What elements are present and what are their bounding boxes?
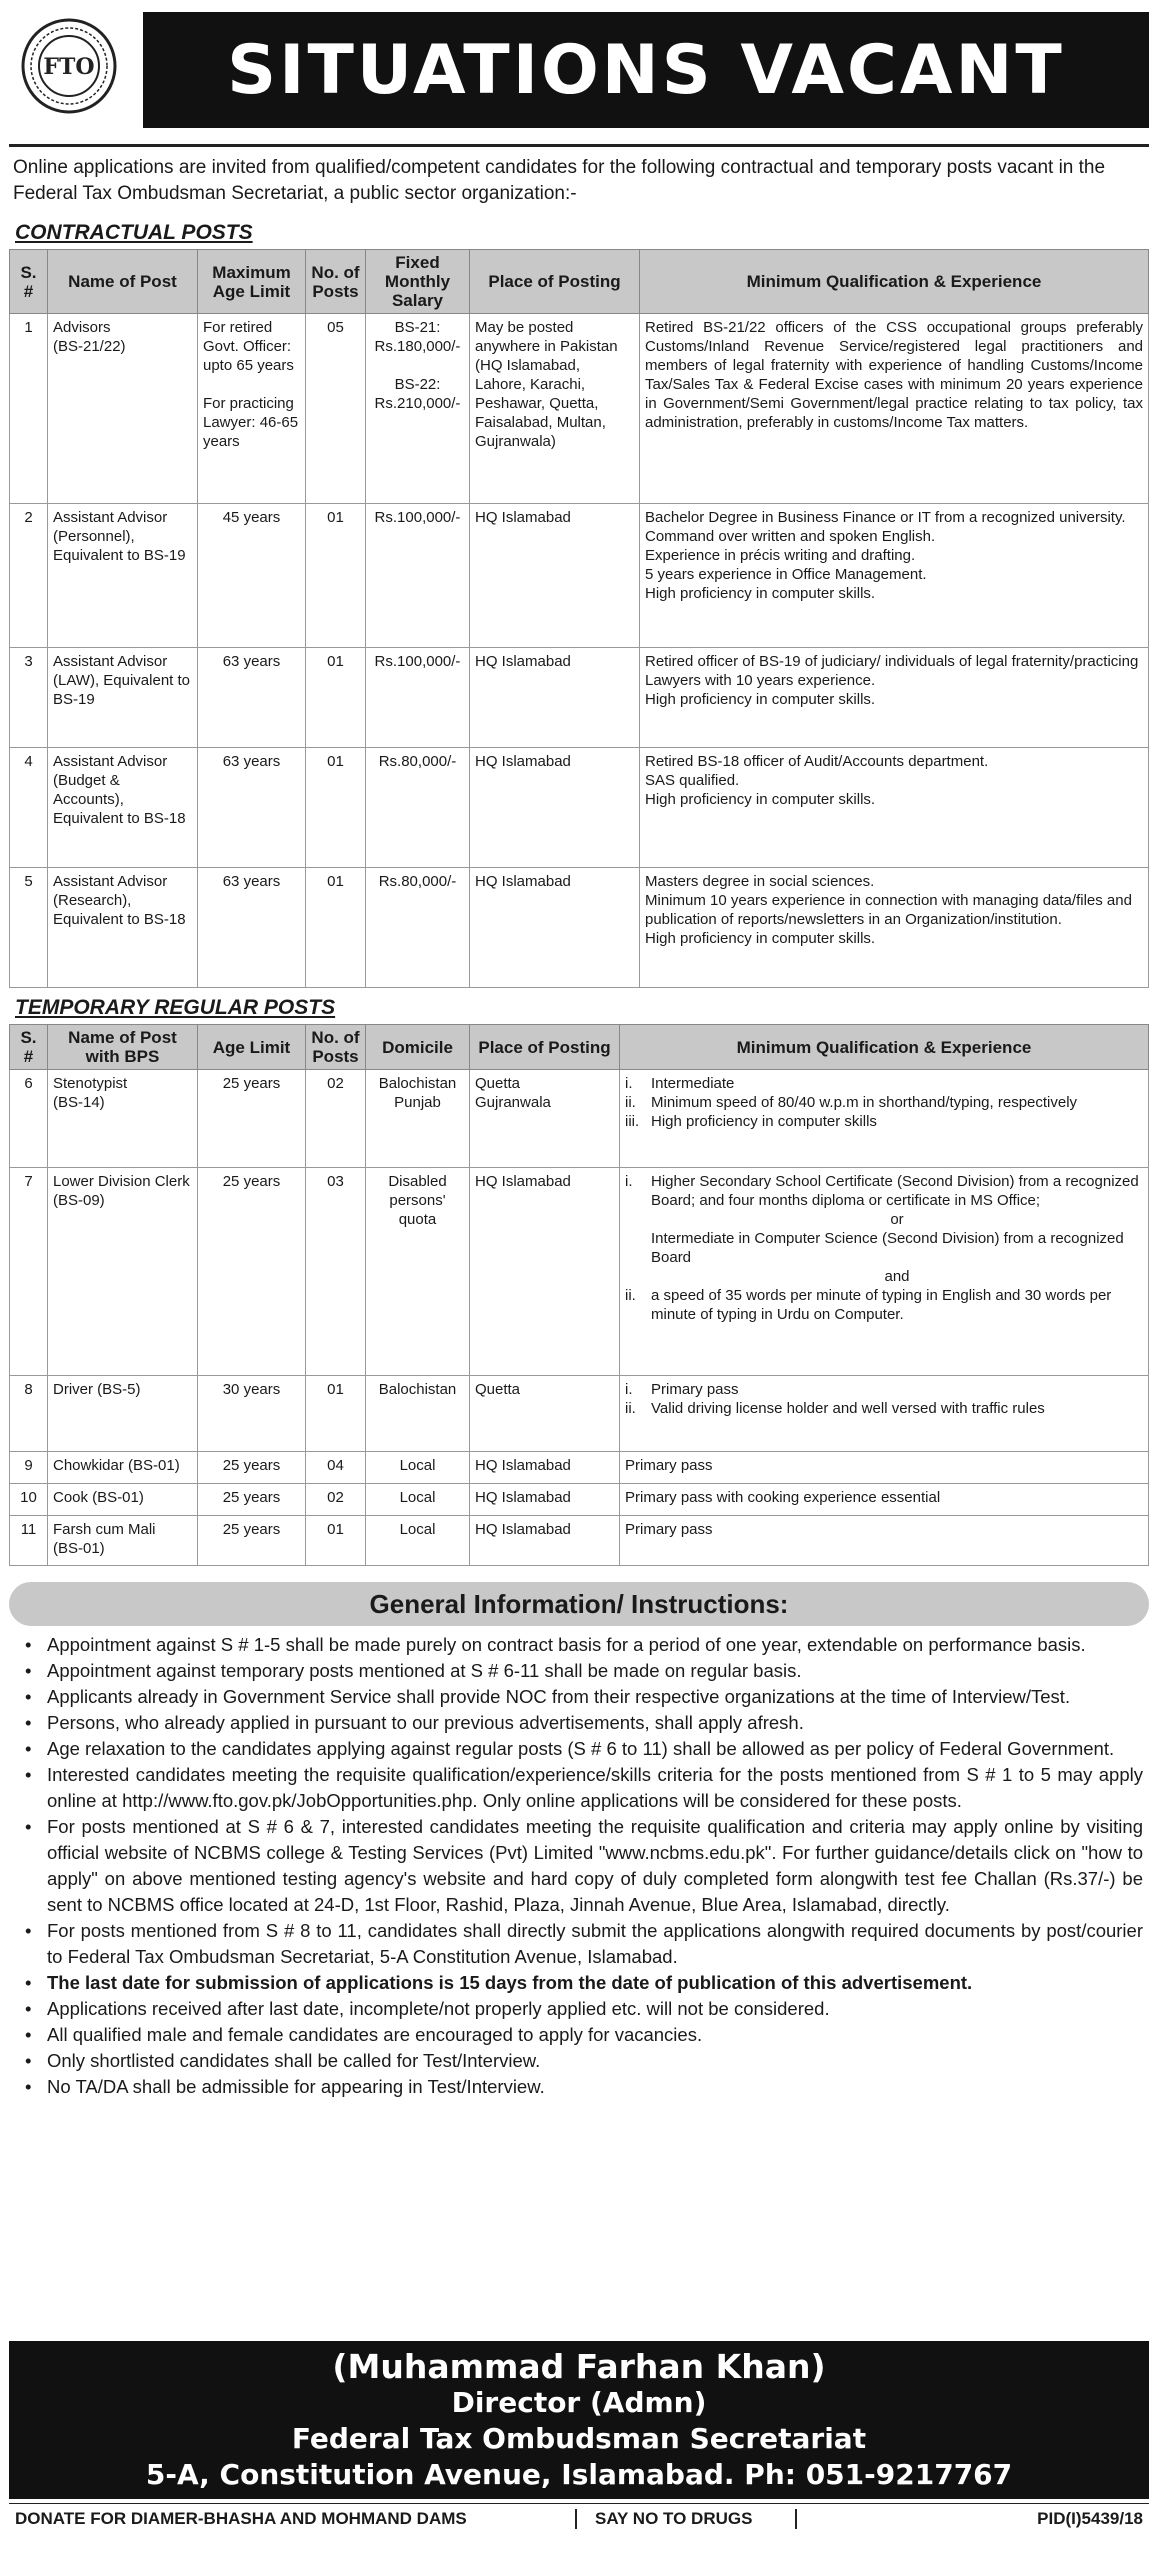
place-cell: HQ Islamabad — [470, 1484, 620, 1516]
domicile-cell: Local — [366, 1516, 470, 1566]
table-row — [10, 648, 1149, 748]
posts-cell: 01 — [306, 868, 366, 988]
posts-cell: 03 — [306, 1168, 366, 1376]
header — [9, 6, 1149, 147]
table-row — [10, 748, 1149, 868]
post-cell: Advisors (BS-21/22) — [48, 314, 198, 504]
col-header: S. # — [10, 1025, 48, 1070]
bullet-icon: • — [25, 1764, 32, 1785]
intro-text: Online applications are invited from qualified/competent candidates for the following contractual and temporary posts vacant in the Federal Tax Ombudsman Secretariat, a public sector organization:- — [13, 157, 1106, 204]
bullet-icon: • — [25, 1816, 32, 1837]
bullet-icon: • — [25, 1738, 32, 1759]
list-item: • Applications received after last date, incomplete/not properly applied etc. will not be considered. — [13, 1996, 1143, 2022]
contractual-table — [9, 249, 1149, 988]
qual-cell: Primary pass — [620, 1516, 1149, 1566]
place-cell: Quetta — [470, 1376, 620, 1452]
age-cell: 63 years — [198, 648, 306, 748]
contractual-header-row — [10, 250, 1149, 314]
sn-cell: 10 — [10, 1484, 48, 1516]
table-row — [10, 1484, 1149, 1516]
post-cell: Stenotypist (BS-14) — [48, 1070, 198, 1168]
page-title: SITUATIONS VACANT — [143, 12, 1149, 128]
sn-cell: 8 — [10, 1376, 48, 1452]
posts-cell: 01 — [306, 648, 366, 748]
age-cell: 25 years — [198, 1168, 306, 1376]
qual-item: Intermediate in Computer Science (Second Division) from a recognized Board — [651, 1230, 1124, 1266]
domicile-cell: Balochistan — [366, 1376, 470, 1452]
pid-number: PID(I)5439/18 — [795, 2509, 1149, 2529]
qual-item: Higher Secondary School Certificate (Second Division) from a recognized Board; and four months diploma or certificate in MS Office; — [651, 1173, 1139, 1209]
sn-cell: 6 — [10, 1070, 48, 1168]
sn-cell: 4 — [10, 748, 48, 868]
posts-cell: 01 — [306, 1376, 366, 1452]
col-header: Place of Posting — [470, 250, 640, 314]
qual-cell: Retired BS-18 officer of Audit/Accounts department. SAS qualified. High proficiency in computer skills. — [640, 748, 1149, 868]
col-header: Domicile — [366, 1025, 470, 1070]
col-header: Minimum Qualification & Experience — [640, 250, 1149, 314]
posts-cell: 01 — [306, 748, 366, 868]
bullet-icon: • — [25, 1972, 32, 1993]
item-number: ii. — [625, 1400, 636, 1417]
organization-address: 5-A, Constitution Avenue, Islamabad. Ph: 051-9217767 — [145, 2458, 1013, 2491]
or-text: or — [890, 1211, 904, 1228]
general-info-title: General Information/ Instructions: — [9, 1582, 1149, 1626]
qual-cell — [620, 1376, 1149, 1452]
place-cell: HQ Islamabad — [470, 748, 640, 868]
salary-cell: Rs.80,000/- — [366, 868, 470, 988]
qual-cell: Retired BS-21/22 officers of the CSS occupational groups preferably Customs/Inland Revenue Service/registered legal practitioners and members of legal fraternity with experience of handling Customs/Income Tax/Sales Tax & Federal Excise cases with minimum 20 years experience in Government/Semi Government/legal practice relating to tax policy, tax administration, preferably in customs/Income Tax matters. — [640, 314, 1149, 504]
signatory-name: (Muhammad Farhan Khan) — [332, 2347, 826, 2386]
and-text: and — [884, 1268, 910, 1285]
organization-name: Federal Tax Ombudsman Secretariat — [291, 2422, 867, 2455]
qual-cell: Primary pass — [620, 1452, 1149, 1484]
domicile-cell: Disabled persons' quota — [366, 1168, 470, 1376]
salary-cell: Rs.80,000/- — [366, 748, 470, 868]
list-item: • Persons, who already applied in pursuant to our previous advertisements, shall apply afresh. — [13, 1710, 1143, 1736]
age-cell: 25 years — [198, 1484, 306, 1516]
place-cell: May be posted anywhere in Pakistan (HQ Islamabad, Lahore, Karachi, Peshawar, Quetta, Faisalabad, Multan, Gujranwala) — [470, 314, 640, 504]
posts-cell: 01 — [306, 504, 366, 648]
qual-cell — [620, 1168, 1149, 1376]
domicile-cell: Balochistan Punjab — [366, 1070, 470, 1168]
post-cell: Assistant Advisor (Budget & Accounts), Equivalent to BS-18 — [48, 748, 198, 868]
dams-slogan: DONATE FOR DIAMER-BHASHA AND MOHMAND DAMS — [15, 2509, 467, 2528]
age-cell: 63 years — [198, 868, 306, 988]
qual-cell — [620, 1070, 1149, 1168]
list-item: • For posts mentioned from S # 8 to 11, candidates shall directly submit the applications alongwith required documents by post/courier to Federal Tax Ombudsman Secretariat, 5-A Constitution Avenue, Islamabad. — [13, 1918, 1143, 1970]
col-header: Maximum Age Limit — [198, 250, 306, 314]
bullet-icon: • — [25, 1660, 32, 1681]
drugs-slogan: SAY NO TO DRUGS — [575, 2509, 795, 2529]
table-row — [10, 314, 1149, 504]
sn-cell: 3 — [10, 648, 48, 748]
post-cell: Lower Division Clerk (BS-09) — [48, 1168, 198, 1376]
age-cell: 25 years — [198, 1452, 306, 1484]
place-cell: HQ Islamabad — [470, 1452, 620, 1484]
item-number: iii. — [625, 1113, 640, 1130]
place-cell: Quetta Gujranwala — [470, 1070, 620, 1168]
qual-item: Intermediate — [651, 1075, 735, 1092]
post-cell: Assistant Advisor (Research), Equivalent to BS-18 — [48, 868, 198, 988]
post-cell: Assistant Advisor (Personnel), Equivalent to BS-19 — [48, 504, 198, 648]
list-item: • Appointment against temporary posts mentioned at S # 6-11 shall be made on regular basis. — [13, 1658, 1143, 1684]
list-item: • Interested candidates meeting the requisite qualification/experience/skills criteria for the posts mentioned from S # 1 to 5 may apply online at http://www.fto.gov.pk/JobOpportunities.php. Only online applications will be considered for these posts. — [13, 1762, 1143, 1814]
bullet-icon: • — [25, 1712, 32, 1733]
place-cell: HQ Islamabad — [470, 868, 640, 988]
place-cell: HQ Islamabad — [470, 1516, 620, 1566]
post-cell: Driver (BS-5) — [48, 1376, 198, 1452]
contractual-section-title: CONTRACTUAL POSTS — [15, 221, 253, 244]
place-cell: HQ Islamabad — [470, 648, 640, 748]
age-cell: 45 years — [198, 504, 306, 648]
bullet-icon: • — [25, 1920, 32, 1941]
list-item: • Applicants already in Government Service shall provide NOC from their respective organizations at the time of Interview/Test. — [13, 1684, 1143, 1710]
posts-cell: 02 — [306, 1070, 366, 1168]
bullet-icon: • — [25, 2076, 32, 2097]
age-cell: For retired Govt. Officer: upto 65 years For practicing Lawyer: 46-65 years — [198, 314, 306, 504]
temporary-header-row — [10, 1025, 1149, 1070]
post-cell: Assistant Advisor (LAW), Equivalent to BS-19 — [48, 648, 198, 748]
sn-cell: 7 — [10, 1168, 48, 1376]
list-item: • The last date for submission of applications is 15 days from the date of publication of this advertisement. — [13, 1970, 1143, 1996]
bottom-strip — [9, 2503, 1149, 2534]
qual-item: a speed of 35 words per minute of typing in English and 30 words per minute of typing in Urdu on Computer. — [651, 1287, 1112, 1323]
posts-cell: 01 — [306, 1516, 366, 1566]
age-cell: 25 years — [198, 1070, 306, 1168]
sn-cell: 1 — [10, 314, 48, 504]
table-row — [10, 1516, 1149, 1566]
qual-item: Primary pass — [651, 1381, 739, 1398]
sn-cell: 2 — [10, 504, 48, 648]
col-header: Name of Post — [48, 250, 198, 314]
col-header: Name of Post with BPS — [48, 1025, 198, 1070]
col-header: Age Limit — [198, 1025, 306, 1070]
qual-cell: Retired officer of BS-19 of judiciary/ individuals of legal fraternity/practicing Lawyers with 10 years experience. High proficiency in computer skills. — [640, 648, 1149, 748]
col-header: Place of Posting — [470, 1025, 620, 1070]
posts-cell: 04 — [306, 1452, 366, 1484]
age-cell: 30 years — [198, 1376, 306, 1452]
temporary-table — [9, 1024, 1149, 1566]
instructions-list — [9, 1632, 1149, 2100]
item-number: i. — [625, 1075, 633, 1092]
table-row — [10, 1168, 1149, 1376]
col-header: No. of Posts — [306, 250, 366, 314]
posts-cell: 02 — [306, 1484, 366, 1516]
posts-cell: 05 — [306, 314, 366, 504]
signature-block — [9, 2341, 1149, 2499]
qual-cell: Masters degree in social sciences. Minimum 10 years experience in connection with managing data/files and publication of reports/newsletters in an Organization/institution. High proficiency in computer skills. — [640, 868, 1149, 988]
bullet-icon: • — [25, 1998, 32, 2019]
signatory-designation: Director (Admn) — [451, 2386, 707, 2419]
salary-cell: Rs.100,000/- — [366, 504, 470, 648]
post-cell: Chowkidar (BS-01) — [48, 1452, 198, 1484]
logo-text: FTO — [43, 54, 95, 80]
fto-logo-icon — [19, 16, 119, 116]
list-item: • Appointment against S # 1-5 shall be made purely on contract basis for a period of one year, extendable on performance basis. — [13, 1632, 1143, 1658]
domicile-cell: Local — [366, 1452, 470, 1484]
sn-cell: 5 — [10, 868, 48, 988]
list-item: • Only shortlisted candidates shall be called for Test/Interview. — [13, 2048, 1143, 2074]
post-cell: Cook (BS-01) — [48, 1484, 198, 1516]
bullet-icon: • — [25, 1686, 32, 1707]
col-header: Minimum Qualification & Experience — [620, 1025, 1149, 1070]
advertisement-page — [9, 6, 1149, 2536]
salary-cell: Rs.100,000/- — [366, 648, 470, 748]
sn-cell: 9 — [10, 1452, 48, 1484]
table-row — [10, 504, 1149, 648]
qual-item: Valid driving license holder and well versed with traffic rules — [651, 1400, 1045, 1417]
col-header: S. # — [10, 250, 48, 314]
table-row — [10, 1070, 1149, 1168]
sn-cell: 11 — [10, 1516, 48, 1566]
list-item: • For posts mentioned at S # 6 & 7, interested candidates meeting the requisite qualification and criteria may apply online by visiting official website of NCBMS college & Testing Services (Pvt) Limited "www.ncbms.edu.pk". For further guidance/details click on "how to apply" on above mentioned testing agency's website and hard copy of duly completed form alongwith test fee Challan (Rs.37/-) be sent to NCBMS office located at 24-D, 1st Floor, Rashid, Plaza, Jinnah Avenue, Blue Area, Islamabad, directly. — [13, 1814, 1143, 1918]
bullet-icon: • — [25, 2024, 32, 2045]
col-header: Fixed Monthly Salary — [366, 250, 470, 314]
table-row — [10, 1376, 1149, 1452]
item-number: ii. — [625, 1287, 636, 1304]
table-row — [10, 1452, 1149, 1484]
table-row — [10, 868, 1149, 988]
temporary-section-title: TEMPORARY REGULAR POSTS — [15, 996, 336, 1019]
bullet-icon: • — [25, 2050, 32, 2071]
item-number: ii. — [625, 1094, 636, 1111]
item-number: i. — [625, 1173, 633, 1190]
age-cell: 63 years — [198, 748, 306, 868]
place-cell: HQ Islamabad — [470, 1168, 620, 1376]
col-header: No. of Posts — [306, 1025, 366, 1070]
qual-item: Minimum speed of 80/40 w.p.m in shorthand/typing, respectively — [651, 1094, 1078, 1111]
age-cell: 25 years — [198, 1516, 306, 1566]
place-cell: HQ Islamabad — [470, 504, 640, 648]
list-item: • All qualified male and female candidates are encouraged to apply for vacancies. — [13, 2022, 1143, 2048]
qual-cell: Primary pass with cooking experience essential — [620, 1484, 1149, 1516]
qual-cell: Bachelor Degree in Business Finance or IT from a recognized university. Command over written and spoken English. Experience in précis writing and drafting. 5 years experience in Office Management. High proficiency in computer skills. — [640, 504, 1149, 648]
list-item: • Age relaxation to the candidates applying against regular posts (S # 6 to 11) shall be allowed as per policy of Federal Government. — [13, 1736, 1143, 1762]
item-number: i. — [625, 1381, 633, 1398]
bullet-icon: • — [25, 1634, 32, 1655]
domicile-cell: Local — [366, 1484, 470, 1516]
qual-item: High proficiency in computer skills — [651, 1113, 877, 1130]
salary-cell: BS-21: Rs.180,000/- BS-22: Rs.210,000/- — [366, 314, 470, 504]
list-item: • No TA/DA shall be admissible for appearing in Test/Interview. — [13, 2074, 1143, 2100]
post-cell: Farsh cum Mali (BS-01) — [48, 1516, 198, 1566]
